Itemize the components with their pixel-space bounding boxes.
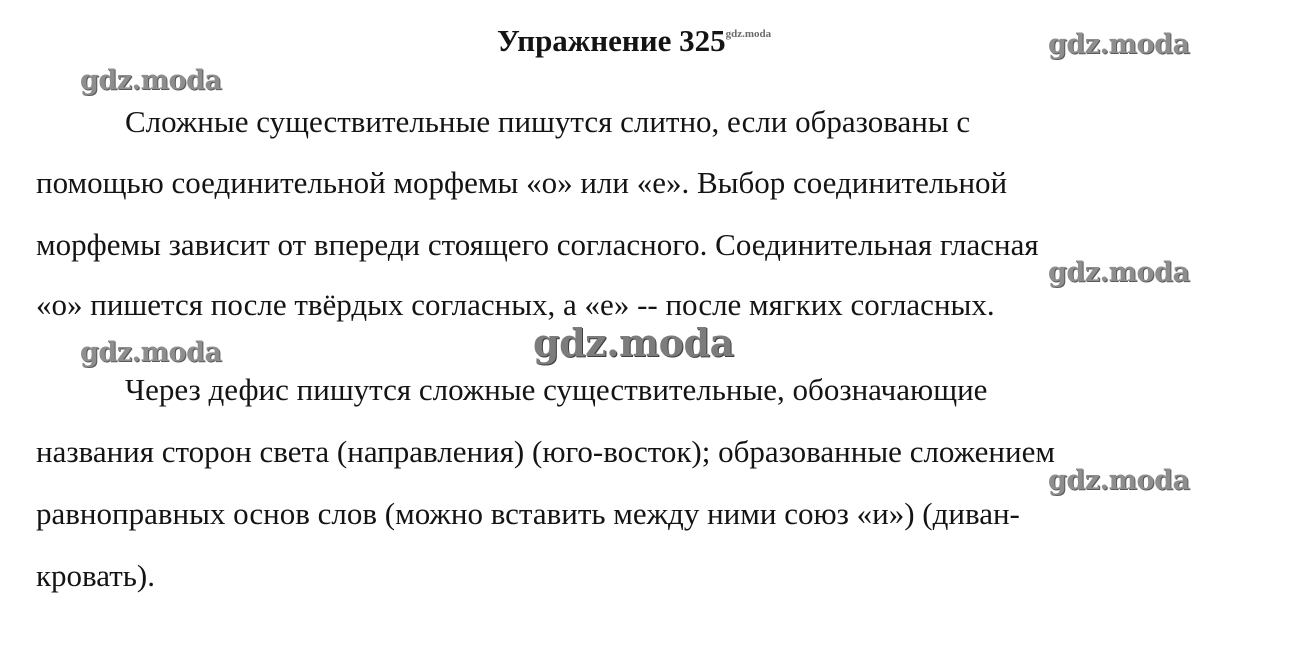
paragraph1-line3: морфемы зависит от впереди стоящего согласного. Соединительная гласная bbox=[36, 227, 1039, 262]
title-watermark: gdz.moda bbox=[725, 28, 772, 40]
exercise-title bbox=[497, 14, 771, 61]
paragraph2-line1: Через дефис пишутся сложные существительные, обозначающие bbox=[125, 372, 988, 407]
watermark-large: gdz.moda bbox=[533, 320, 734, 365]
paragraph2-line4: кровать). bbox=[36, 558, 156, 593]
paragraph1-line4: «о» пишется после твёрдых согласных, а «е» -- после мягких согласных. bbox=[36, 287, 995, 322]
watermark: gdz.moda bbox=[1048, 465, 1190, 496]
watermark: gdz.moda bbox=[80, 337, 222, 368]
paragraph1-line2: помощью соединительной морфемы «о» или «е». Выбор соединительной bbox=[36, 165, 1008, 200]
paragraph2-line3: равноправных основ слов (можно вставить между ними союз «и») (диван- bbox=[36, 496, 1020, 531]
exercise-title-text: Упражнение 325 bbox=[497, 23, 726, 58]
paragraph1-line1: Сложные существительные пишутся слитно, если образованы с bbox=[125, 104, 971, 139]
watermark: gdz.moda bbox=[1048, 29, 1190, 60]
paragraph2-line2: названия сторон света (направления) (юго-восток); образованные сложением bbox=[36, 434, 1055, 469]
watermark: gdz.moda bbox=[80, 65, 222, 96]
watermark: gdz.moda bbox=[1048, 257, 1190, 288]
